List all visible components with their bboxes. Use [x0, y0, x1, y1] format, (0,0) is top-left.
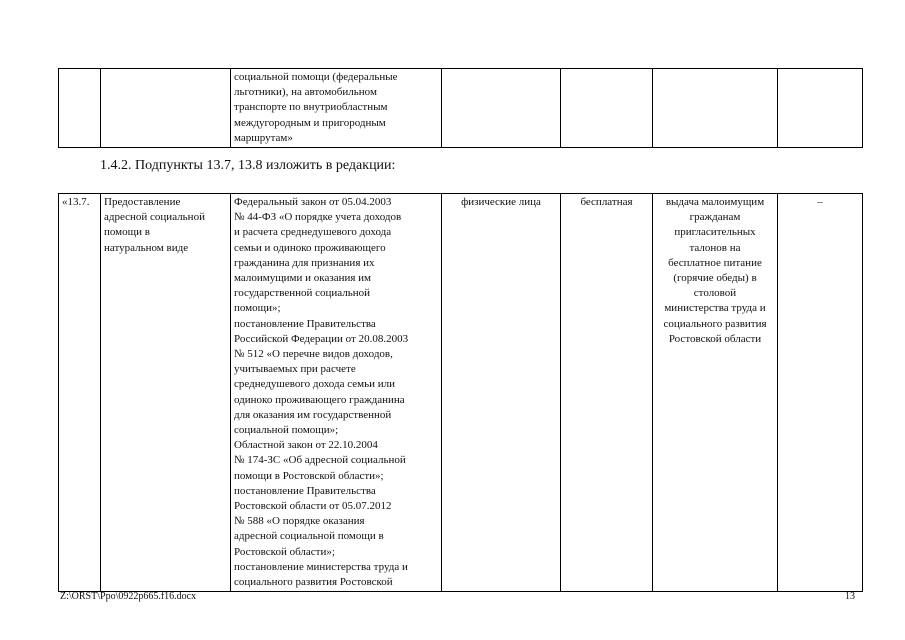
services-table: [58, 193, 863, 592]
text-line: помощи»;: [234, 302, 281, 315]
text-line: талонов на: [689, 241, 741, 254]
text-line: постановление Правительства: [234, 317, 376, 330]
continued-table: [58, 68, 863, 148]
text-line: семьи и одиноко проживающего: [234, 241, 386, 254]
service-name: [101, 194, 231, 592]
text-line: междугородным и пригородным: [234, 116, 386, 129]
text-line: гражданам: [689, 211, 741, 224]
table-row: [59, 194, 863, 592]
text-line: одиноко проживающего гражданина: [234, 393, 405, 406]
table-cell-text: [231, 69, 442, 148]
text-line: Предоставление: [104, 196, 181, 208]
text-line: помощи в: [104, 226, 150, 239]
text-line: среднедушевого дохода семьи или: [234, 378, 395, 391]
table-cell-empty: [778, 69, 863, 148]
legal-basis: [231, 194, 442, 592]
text-line: социальной помощи (федеральные: [234, 71, 398, 83]
text-line: социальной помощи»;: [234, 424, 339, 437]
text-line: № 512 «О перечне видов доходов,: [234, 348, 393, 361]
text-line: № 44-ФЗ «О порядке учета доходов: [234, 211, 402, 224]
footer-file-path: Z:\ORST\Ppo\0922p665.f16.docx: [60, 591, 197, 602]
text-line: постановление Правительства: [234, 484, 376, 497]
text-line: № 588 «О порядке оказания: [234, 515, 365, 528]
text-line: транспорте по внутриобластным: [234, 101, 388, 114]
text-line: адресной социальной: [104, 211, 205, 224]
item-number: «13.7.: [59, 194, 101, 592]
text-line: социального развития Ростовской: [234, 576, 393, 589]
text-line: Ростовской области: [668, 332, 762, 345]
table-cell-empty: [653, 69, 778, 148]
text-line: министерства труда и: [664, 302, 766, 315]
text-line: натуральном виде: [104, 241, 189, 254]
text-line: государственной социальной: [234, 287, 371, 300]
text-line: № 174-ЗС «Об адресной социальной: [234, 454, 406, 467]
section-subheading: 1.4.2. Подпункты 13.7, 13.8 изложить в редакции:: [100, 158, 396, 173]
text-line: выдача малоимущим: [665, 196, 765, 208]
text-line: маршрутам»: [234, 131, 293, 144]
text-line: Российской Федерации от 20.08.2003: [234, 332, 409, 345]
text-line: гражданина для признания их: [234, 256, 375, 269]
text-line: (горячие обеды) в: [673, 272, 757, 285]
text-line: льготники), на автомобильном: [234, 86, 377, 99]
service-result: [653, 194, 778, 592]
text-line: пригласительных: [674, 226, 756, 239]
text-line: Областной закон от 22.10.2004: [234, 439, 378, 452]
table-row: [59, 69, 863, 148]
text-line: Ростовской области от 05.07.2012: [234, 500, 392, 513]
table-cell-empty: [101, 69, 231, 148]
text-line: Ростовской области»;: [234, 545, 335, 558]
text-line: адресной социальной помощи в: [234, 530, 384, 543]
text-line: столовой: [693, 287, 737, 300]
payment-terms: бесплатная: [561, 194, 653, 592]
text-line: постановление министерства труда и: [234, 560, 408, 573]
table-cell-empty: [442, 69, 561, 148]
recipients: физические лица: [442, 194, 561, 592]
text-line: социального развития: [663, 317, 767, 330]
text-line: Федеральный закон от 05.04.2003: [234, 196, 392, 208]
text-line: для оказания им государственной: [234, 408, 392, 421]
text-line: малоимущими и оказания им: [234, 272, 372, 285]
text-line: учитываемых при расчете: [234, 363, 356, 376]
table-cell-empty: [561, 69, 653, 148]
text-line: бесплатное питание: [668, 256, 762, 269]
table-cell-empty: [59, 69, 101, 148]
last-column: –: [778, 194, 863, 592]
text-line: и расчета среднедушевого дохода: [234, 226, 392, 239]
text-line: помощи в Ростовской области»;: [234, 469, 384, 482]
page-number: 13: [845, 591, 855, 602]
